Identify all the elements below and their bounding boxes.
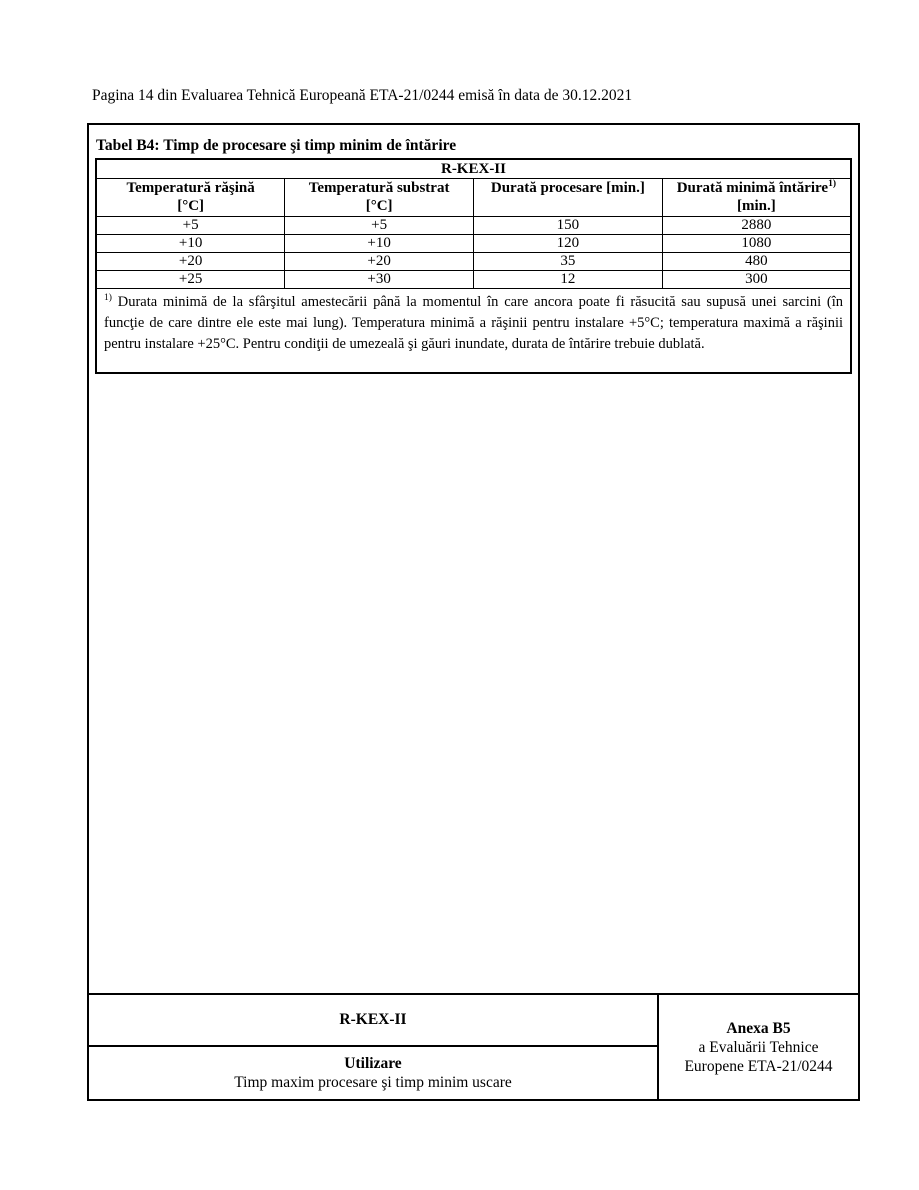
table-row [96,289,851,374]
cell-curing-time: 1080 [662,235,851,253]
page-header: Pagina 14 din Evaluarea Tehnică Europeană ETA-21/0244 emisă în data de 30.12.2021 [92,87,633,104]
column-header-unit: [°C] [177,197,205,214]
footer-annex-title: Anexa B5 [726,1019,791,1037]
column-header-processing-time [474,179,663,217]
cell-curing-time: 480 [662,253,851,271]
cell-substrate-temp: +5 [285,217,474,235]
column-header-curing-time [662,179,851,217]
cell-substrate-temp: +20 [285,253,474,271]
cell-curing-time: 2880 [662,217,851,235]
footer-left-column [89,995,659,1099]
column-header-unit: [min.] [737,197,776,214]
cell-resin-temp: +10 [96,235,285,253]
cell-processing-time: 35 [474,253,663,271]
table-row [96,217,851,235]
cell-resin-temp: +20 [96,253,285,271]
table-row [96,253,851,271]
footer-usage [89,1047,657,1099]
column-header-unit: [°C] [365,197,393,214]
footer-usage-title: Utilizare [344,1055,402,1072]
table-row [96,271,851,289]
cell-substrate-temp: +10 [285,235,474,253]
table-b4 [95,158,852,374]
column-header-label: Durată minimă întărire [676,180,829,196]
cell-processing-time: 12 [474,271,663,289]
column-header-label: Temperatură răşină [126,180,255,196]
cell-processing-time: 150 [474,217,663,235]
footer-annex-line2: a Evaluării Tehnice [698,1038,819,1056]
cell-curing-time: 300 [662,271,851,289]
footnote-text: Durata minimă de la sfârşitul amestecării până la momentul în care ancora poate fi răsucită sau supusă unei sarcini (în funcţie de care dintre ele este mai lung). Temperatura minimă a răşinii pentru instalare +5°C; temperatura maximă a răşinii pentru instalare +25°C. Pentru condiţii de umezeală şi găuri inundate, durata de întărire trebuie dublată. [104,294,843,352]
footer-annex-line3: Europene ETA-21/0244 [684,1057,833,1075]
column-header-label: Durată procesare [min.] [490,180,645,196]
footnote-marker: 1) [104,293,112,304]
footer-block [87,993,860,1101]
column-header-label: Temperatură substrat [308,180,450,196]
superscript: 1) [828,179,837,189]
footnote-cell [96,289,851,374]
document-frame [87,123,860,1101]
footer-product: R-KEX-II [89,995,657,1047]
column-header-resin-temp [96,179,285,217]
table-row [96,159,851,179]
footer-annex [659,995,858,1099]
cell-processing-time: 120 [474,235,663,253]
table-title: Tabel B4: Timp de procesare şi timp minim de întărire [96,137,457,154]
table-row [96,179,851,217]
cell-substrate-temp: +30 [285,271,474,289]
column-header-substrate-temp [285,179,474,217]
table-row [96,235,851,253]
group-header-cell: R-KEX-II [96,159,851,179]
cell-resin-temp: +25 [96,271,285,289]
footer-usage-subtitle: Timp maxim procesare şi timp minim uscare [234,1074,512,1091]
cell-resin-temp: +5 [96,217,285,235]
